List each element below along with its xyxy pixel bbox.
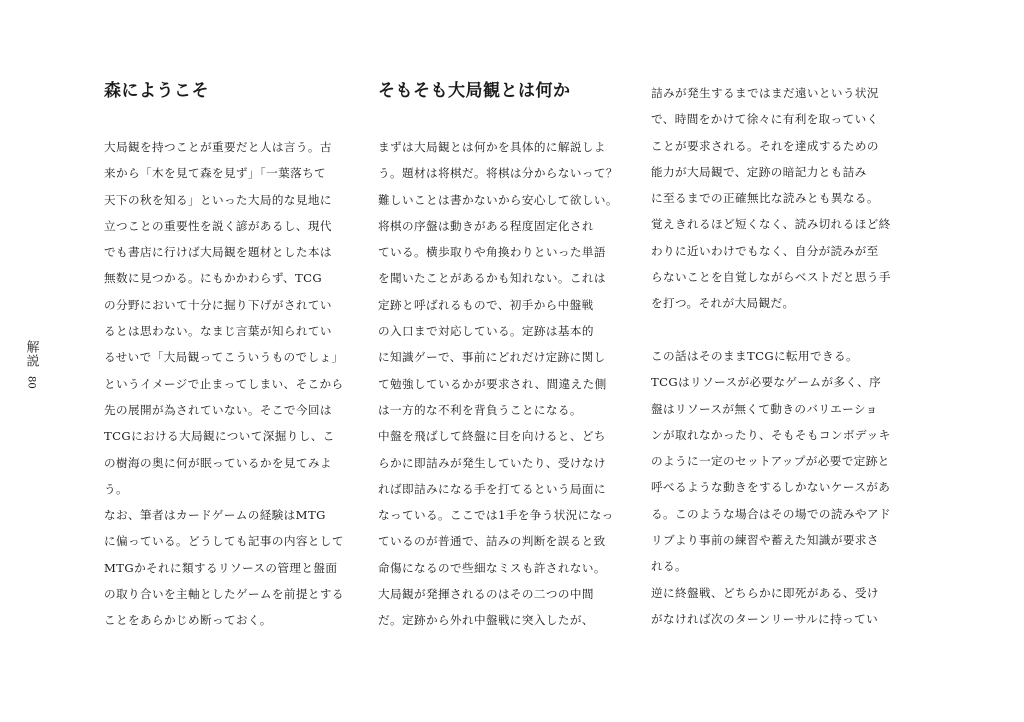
- text-line: 命傷になるので些細なミスも許されない。: [378, 560, 606, 575]
- text-line: を打つ。それが大局観だ。: [651, 296, 795, 311]
- text-line: に知識ゲーで、事前にどれだけ定跡に関し: [378, 350, 606, 365]
- text-line: の分野において十分に掘り下げがされてい: [104, 297, 332, 312]
- section-heading: そもそも大局観とは何か: [378, 81, 571, 101]
- text-line: らかに即詰みが発生していたり、受けなけ: [378, 455, 606, 470]
- text-line: ことが要求される。それを達成するための: [651, 138, 879, 153]
- text-line: リブより事前の練習や蓄えた知識が要求さ: [651, 533, 879, 548]
- section-heading: 森にようこそ: [104, 81, 209, 101]
- text-line: ている。横歩取りや角換わりといった単語: [378, 245, 606, 260]
- text-line: て勉強しているかが要求され、間違えた側: [378, 376, 607, 391]
- text-line: れば即詰みになる手を打てるという局面に: [378, 481, 606, 496]
- text-line: わりに近いわけでもなく、自分が読みが至: [651, 243, 879, 258]
- text-line: TCGにおける大局観について深掘りし、こ: [104, 429, 335, 444]
- column-3: [651, 80, 891, 632]
- text-line: なお、筆者はカードゲームの経験はMTG: [104, 508, 326, 523]
- text-line: 来から「木を見て森を見ず」「一葉落ちて: [104, 166, 326, 181]
- text-line: 覚えきれるほど短くなく、読み切れるほど終: [651, 217, 891, 232]
- text-line: に至るまでの正確無比な読みとも異なる。: [651, 191, 879, 206]
- text-line: だ。定跡から外れ中盤戦に突入したが、: [378, 613, 594, 628]
- text-line: の入口まで対応している。定跡は基本的: [378, 324, 594, 339]
- paragraph-gap: [651, 317, 891, 343]
- text-line: がなければ次のターンリーサルに持ってい: [651, 611, 879, 626]
- text-line: ているのが普通で、詰みの判断を誤ると致: [378, 534, 606, 549]
- text-line: るとは思わない。なまじ言葉が知られてい: [104, 324, 332, 339]
- text-line: 難しいことは書かないから安心して欲しい。: [378, 192, 618, 207]
- running-head: 解説: [23, 340, 39, 368]
- text-line: の樹海の奥に何が眠っているかを見てみよ: [104, 455, 332, 470]
- text-line: るせいで「大局観ってこういうものでしょ」: [104, 350, 344, 365]
- text-line: MTGかそれに類するリソースの管理と盤面: [104, 560, 338, 575]
- text-line: らないことを自覚しながらベストだと思う手: [651, 270, 891, 285]
- text-line: の取り合いを主軸としたゲームを前提とする: [104, 587, 344, 602]
- text-line: のように一定のセットアップが必要で定跡と: [651, 454, 890, 469]
- text-line: 中盤を飛ばして終盤に目を向けると、どち: [378, 429, 606, 444]
- text-line: なっている。ここでは1手を争う状況になっ: [378, 508, 614, 523]
- text-line: ンが取れなかったり、そもそもコンボデッキ: [651, 427, 891, 442]
- text-line: 詰みが発生するまではまだ遠いという状況: [651, 86, 879, 100]
- text-line: ことをあらかじめ断っておく。: [104, 613, 272, 628]
- text-line: は一方的な不利を背負うことになる。: [378, 402, 582, 417]
- text-line: 定跡と呼ばれるもので、初手から中盤戦: [378, 297, 594, 312]
- text-line: う。題材は将棋だ。将棋は分からないって？: [378, 166, 618, 181]
- text-line: れる。: [651, 559, 687, 574]
- text-line: 逆に終盤戦、どちらかに即死がある、受け: [651, 585, 879, 600]
- text-line: う。: [104, 481, 128, 496]
- text-line: 能力が大局観で、定跡の暗記力とも詰み: [651, 164, 867, 179]
- text-line: 大局観を持つことが重要だと人は言う。古: [104, 140, 332, 154]
- text-line: というイメージで止まってしまい、そこから: [104, 376, 344, 391]
- text-line: でも書店に行けば大局観を題材とした本は: [104, 245, 332, 260]
- text-line: る。このような場合はその場での読みやアド: [651, 506, 891, 521]
- text-line: 大局観が発揮されるのはその二つの中間: [378, 587, 594, 602]
- text-line: まずは大局観とは何かを具体的に解説しよ: [378, 140, 606, 154]
- column-2: [378, 78, 618, 634]
- text-line: を聞いたことがあるかも知れない。これは: [378, 271, 606, 286]
- page-number: 80: [25, 376, 37, 389]
- text-line: に偏っている。どうしても記事の内容として: [104, 534, 344, 549]
- text-line: で、時間をかけて徐々に有利を取っていく: [651, 112, 879, 127]
- text-line: 立つことの重要性を説く諺があるし、現代: [104, 218, 332, 233]
- text-line: 先の展開が為されていない。そこで今回は: [104, 402, 332, 417]
- column-2-body: [378, 134, 618, 634]
- text-line: 無数に見つかる。にもかかわらず、TCG: [104, 271, 323, 286]
- text-line: この話はそのままTCGに転用できる。: [651, 348, 858, 363]
- text-line: TCGはリソースが必要なゲームが多く、序: [651, 375, 882, 390]
- text-line: 呼べるような動きをするしかないケースがあ: [651, 480, 891, 495]
- column-1: [104, 78, 344, 634]
- text-line: 天下の秋を知る」といった大局的な見地に: [104, 192, 332, 207]
- column-1-body: [104, 134, 344, 634]
- text-line: 盤はリソースが無くて動きのバリエーショ: [651, 401, 878, 416]
- text-line: 将棋の序盤は動きがある程度固定化され: [378, 218, 594, 233]
- page-margin: [20, 340, 42, 389]
